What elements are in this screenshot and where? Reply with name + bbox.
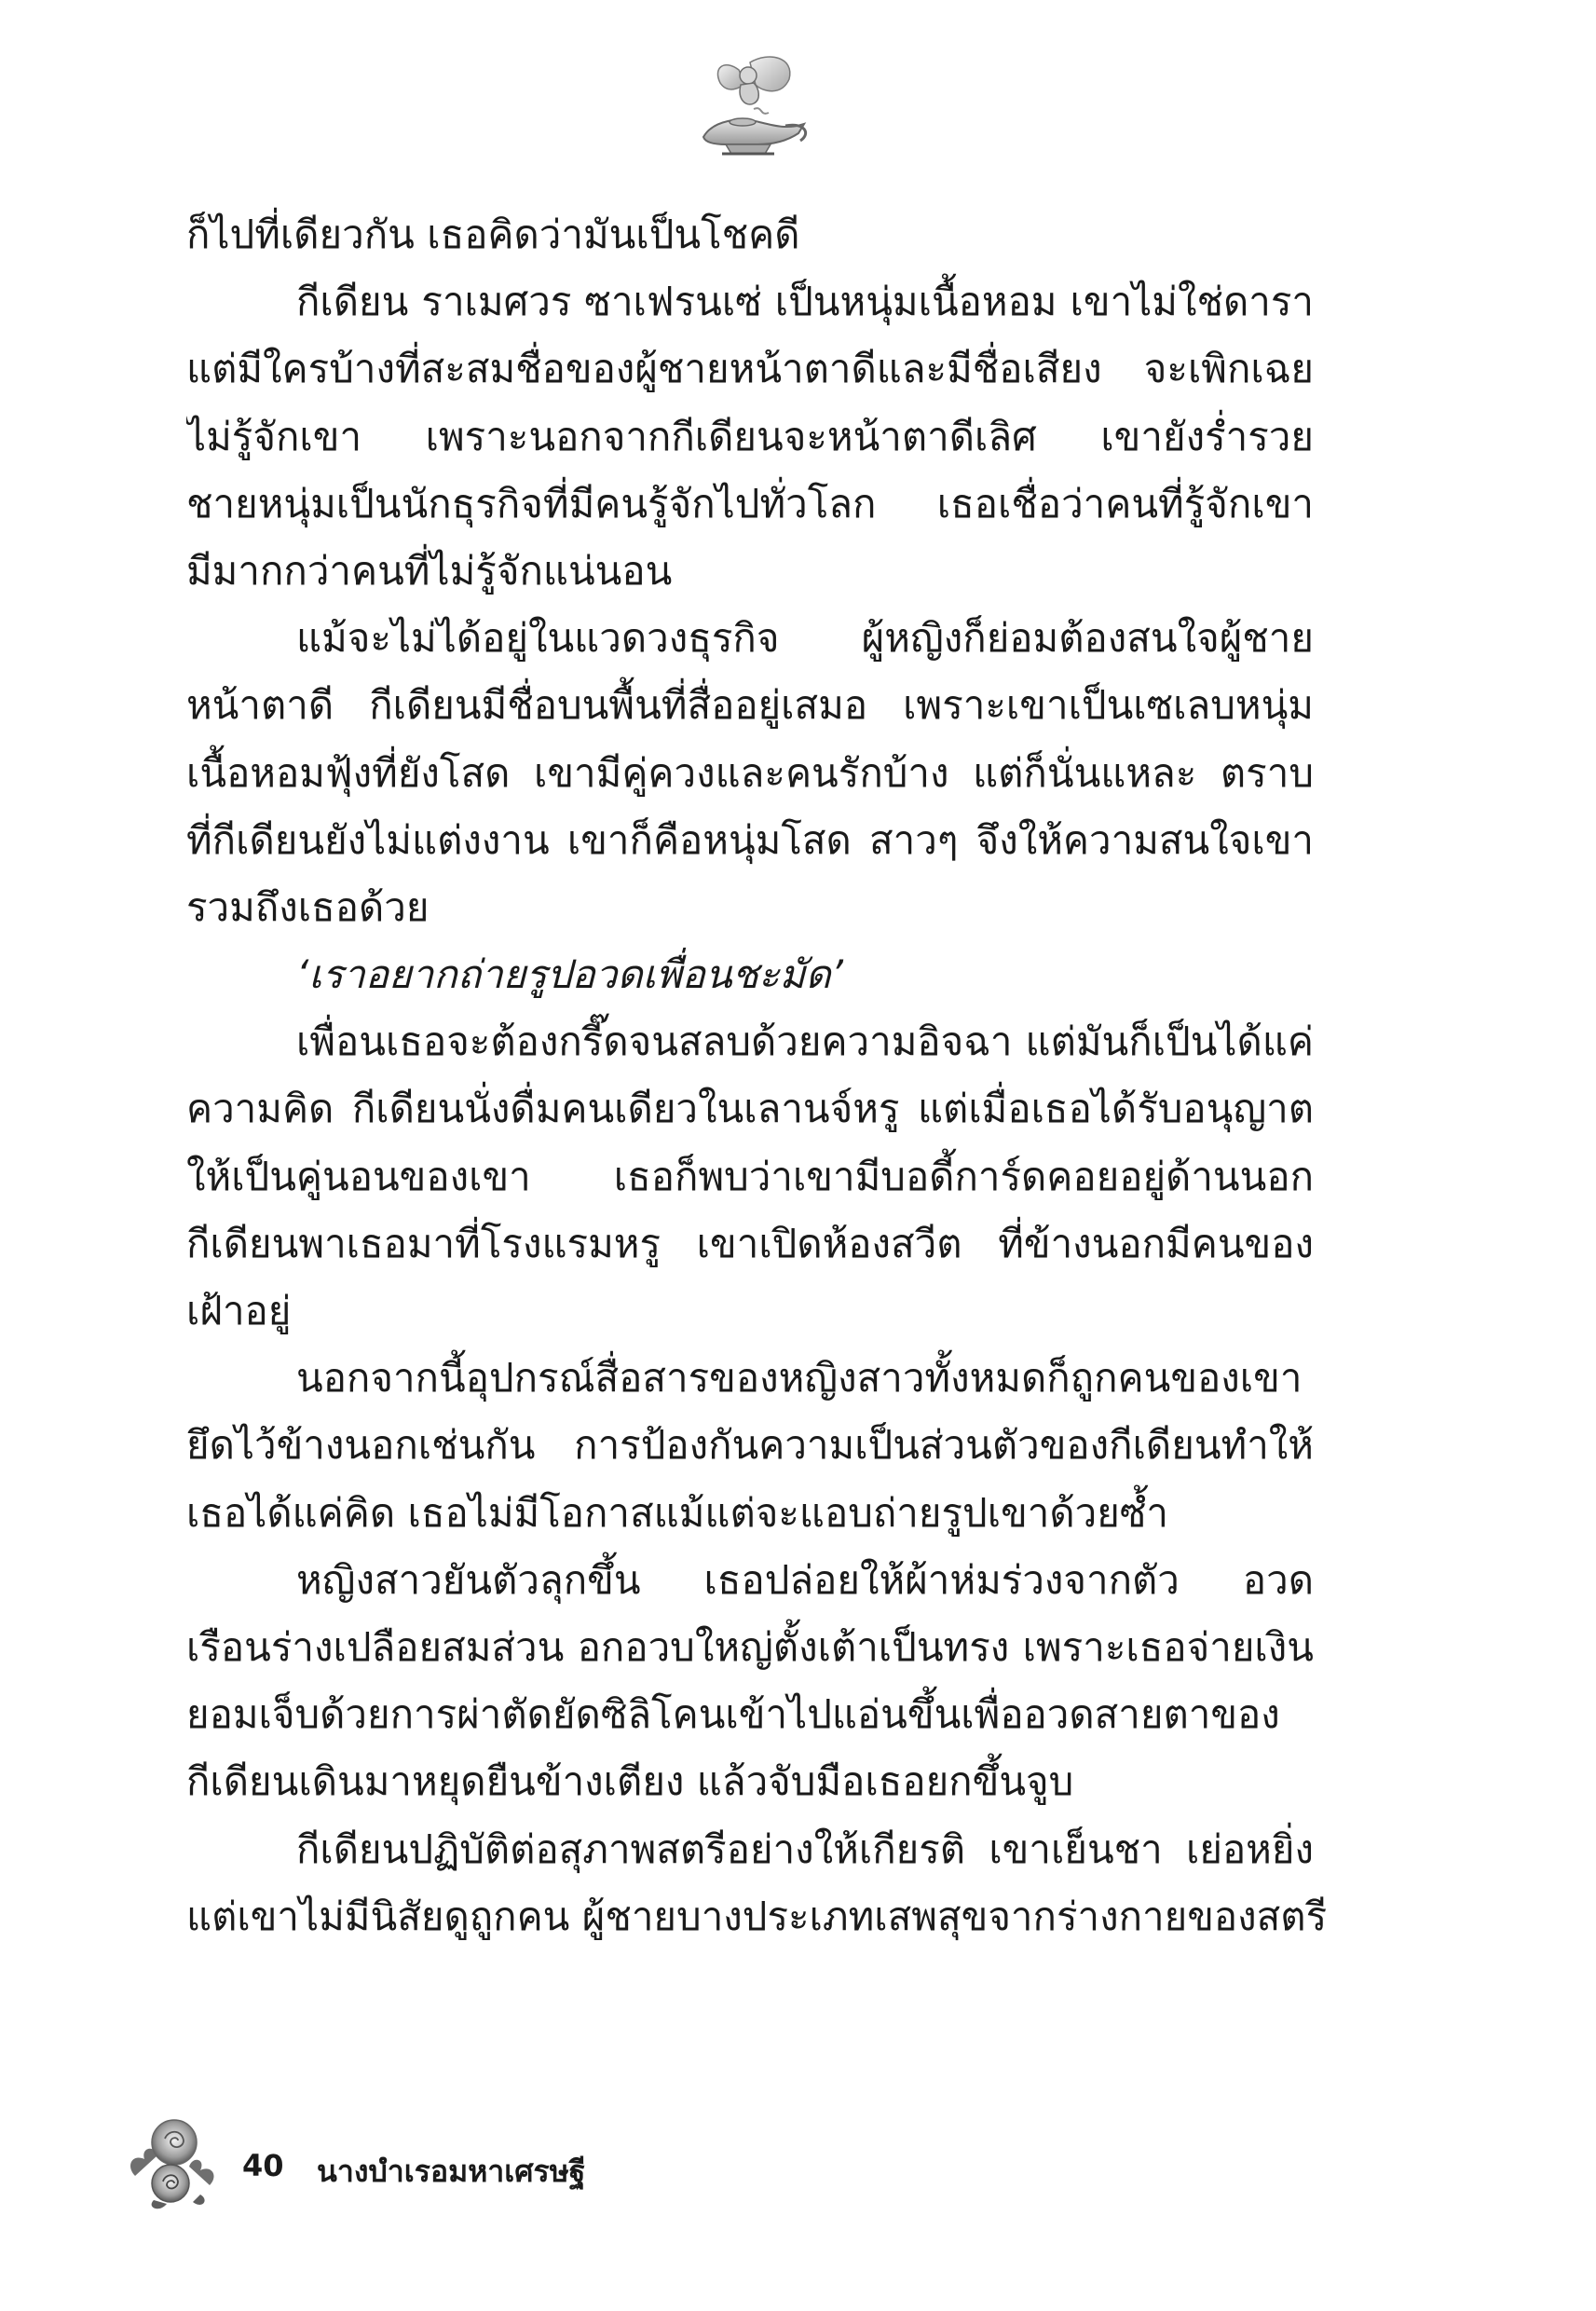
text-line: กีเดียนพาเธอมาที่โรงแรมหรู เขาเปิดห้องสวีต ที่ข้างนอกมีคนของ xyxy=(186,1220,1314,1266)
body-text xyxy=(186,201,1328,1950)
text-line: เธอได้แค่คิด เธอไม่มีโอกาสแม้แต่จะแอบถ่ายรูปเขาด้วยซ้ำ xyxy=(186,1489,1168,1536)
text-line: ‘เราอยากถ่ายรูปอวดเพื่อนชะมัด’ xyxy=(296,951,843,998)
text-line: นอกจากนี้อุปกรณ์สื่อสารของหญิงสาวทั้งหมดก็ถูกคนของเขา xyxy=(296,1355,1303,1402)
text-line: ก็ไปที่เดียวกัน เธอคิดว่ามันเป็นโชคดี xyxy=(186,212,800,257)
text-line: ยึดไว้ข้างนอกเช่นกัน การป้องกันความเป็นส่วนตัวของกีเดียนทำให้ xyxy=(186,1422,1314,1469)
text-line: ที่กีเดียนยังไม่แต่งงาน เขาก็คือหนุ่มโสด สาวๆ จึงให้ความสนใจเขา xyxy=(186,816,1314,863)
text-line: กีเดียนเดินมาหยุดยืนข้างเตียง แล้วจับมือเธอยกขึ้นจูบ xyxy=(186,1758,1074,1805)
rose-icon xyxy=(126,2111,219,2213)
text-line: เรือนร่างเปลือยสมส่วน อกอวบใหญ่ตั้งเต้าเป็นทรง เพราะเธอจ่ายเงิน xyxy=(186,1623,1314,1670)
text-line: หญิงสาวยันตัวลุกขึ้น เธอปล่อยให้ผ้าห่มร่วงจากตัว อวด xyxy=(296,1556,1314,1603)
text-line: ยอมเจ็บด้วยการผ่าตัดยัดซิลิโคนเข้าไปแอ่นขึ้นเพื่ออวดสายตาของ xyxy=(186,1691,1280,1738)
text-line: เนื้อหอมฟุ้งที่ยังโสด เขามีคู่ควงและคนรักบ้าง แต่ก็นั่นแหละ ตราบ xyxy=(186,749,1314,796)
text-line: ความคิด กีเดียนนั่งดื่มคนเดียวในเลานจ์หรู แต่เมื่อเธอได้รับอนุญาต xyxy=(186,1086,1314,1132)
text-line: หน้าตาดี กีเดียนมีชื่อบนพื้นที่สื่ออยู่เสมอ เพราะเขาเป็นเซเลบหนุ่ม xyxy=(186,682,1314,729)
text-line: มีมากกว่าคนที่ไม่รู้จักแน่นอน xyxy=(186,547,673,594)
text-line: แม้จะไม่ได้อยู่ในแวดวงธุรกิจ ผู้หญิงก็ย่อมต้องสนใจผู้ชาย xyxy=(296,615,1314,662)
paragraph xyxy=(186,1008,1314,1345)
page-number: 40 xyxy=(242,2148,284,2183)
text-line: ไม่รู้จักเขา เพราะนอกจากกีเดียนจะหน้าตาดีเลิศ เขายังร่ำรวย xyxy=(186,413,1314,459)
paragraph xyxy=(186,268,1314,605)
cherub-lamp-icon xyxy=(685,51,820,163)
paragraph xyxy=(186,1547,1314,1816)
book-title: นางบำเรอมหาเศรษฐี xyxy=(317,2154,586,2189)
text-line: กีเดียนปฏิบัติต่อสุภาพสตรีอย่างให้เกียรติ เขาเย็นชา เย่อหยิ่ง xyxy=(296,1826,1314,1872)
text-line: ชายหนุ่มเป็นนักธุรกิจที่มีคนรู้จักไปทั่วโลก เธอเชื่อว่าคนที่รู้จักเขา xyxy=(186,480,1314,526)
text-line: เพื่อนเธอจะต้องกรี๊ดจนสลบด้วยความอิจฉา แต่มันก็เป็นได้แค่ xyxy=(296,1019,1314,1065)
paragraph xyxy=(186,201,1314,268)
text-line: รวมถึงเธอด้วย xyxy=(186,883,430,930)
paragraph xyxy=(186,605,1314,941)
paragraph xyxy=(186,941,1314,1008)
paragraph xyxy=(186,1816,1328,1950)
text-line: แต่มีใครบ้างที่สะสมชื่อของผู้ชายหน้าตาดีและมีชื่อเสียง จะเพิกเฉย xyxy=(186,346,1314,392)
text-line: แต่เขาไม่มีนิสัยดูถูกคน ผู้ชายบางประเภทเสพสุขจากร่างกายของสตรี xyxy=(186,1893,1328,1939)
text-line: ให้เป็นคู่นอนของเขา เธอก็พบว่าเขามีบอดี้การ์ดคอยอยู่ด้านนอก xyxy=(186,1153,1314,1199)
text-line: กีเดียน ราเมศวร ซาเฟรนเซ่ เป็นหนุ่มเนื้อหอม เขาไม่ใช่ดารา xyxy=(296,279,1314,325)
footer xyxy=(126,2111,871,2213)
text-line: เฝ้าอยู่ xyxy=(186,1288,292,1333)
paragraph xyxy=(186,1345,1314,1547)
